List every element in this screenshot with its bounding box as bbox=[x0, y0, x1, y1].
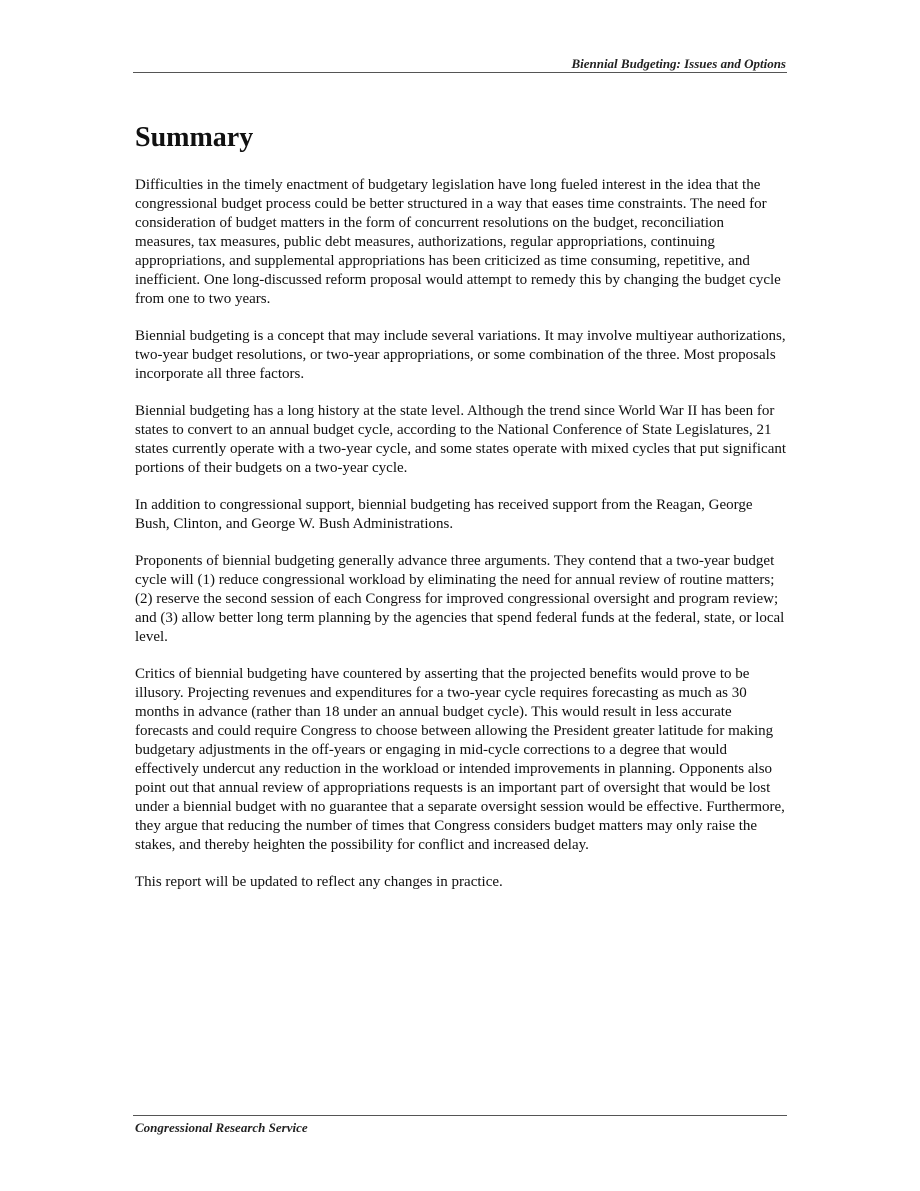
running-header: Biennial Budgeting: Issues and Options bbox=[571, 56, 786, 71]
summary-paragraph: This report will be updated to reflect any changes in practice. bbox=[135, 874, 503, 890]
summary-paragraph: Critics of biennial budgeting have countered by asserting that the projected benefits would prove to be illusory. Projecting revenues and expenditures for a two-year cycle requires forecasting as much as 30 months in advance (rather than 18 under an annual budget cycle). This would result in less accurate forecasts and could require Congress to choose between allowing the President greater latitude for making budgetary adjustments in the off-years or engaging in mid-cycle corrections to a degree that would effectively undercut any reduction in the workload or intended improvements in planning. Opponents also point out that annual review of appropriations requests is an important part of oversight that would be lost under a biennial budget with no guarantee that a separate oversight session would be effective. Furthermore, they argue that reducing the number of times that Congress considers budget matters may only raise the stakes, and thereby heighten the possibility for conflict and increased delay. bbox=[135, 666, 785, 853]
footer-rule bbox=[133, 1115, 787, 1116]
summary-paragraph: Difficulties in the timely enactment of budgetary legislation have long fueled interest in the idea that the congressional budget process could be better structured in a way that eases time constraints. The need for consideration of budget matters in the form of concurrent resolutions on the budget, reconciliation measures, tax measures, public debt measures, authorizations, regular appropriations, continuing appropriations, and supplemental appropriations has been criticized as time consuming, repetitive, and inefficient. One long-discussed reform proposal would attempt to remedy this by changing the budget cycle from one to two years. bbox=[135, 177, 781, 307]
summary-body bbox=[135, 176, 787, 910]
summary-paragraph: Proponents of biennial budgeting generally advance three arguments. They contend that a two-year budget cycle will (1) reduce congressional workload by eliminating the need for annual review of routine matters; (2) reserve the second session of each Congress for improved congressional oversight and program review; and (3) allow better long term planning by the agencies that spend federal funds at the federal, state, or local level. bbox=[135, 553, 785, 645]
header-rule bbox=[133, 72, 787, 73]
page-title: Summary bbox=[135, 122, 254, 153]
running-footer: Congressional Research Service bbox=[135, 1120, 308, 1135]
summary-paragraph: Biennial budgeting is a concept that may include several variations. It may involve multiyear authorizations, two-year budget resolutions, or two-year appropriations, or some combination of the three. Most proposals incorporate all three factors. bbox=[135, 328, 786, 382]
summary-paragraph: Biennial budgeting has a long history at the state level. Although the trend since World War II has been for states to convert to an annual budget cycle, according to the National Conference of State Legislatures, 21 states currently operate with a two-year cycle, and some states operate with mixed cycles that put significant portions of their budgets on a two-year cycle. bbox=[135, 403, 787, 476]
summary-paragraph: In addition to congressional support, biennial budgeting has received support from the Reagan, George Bush, Clinton, and George W. Bush Administrations. bbox=[135, 497, 753, 532]
